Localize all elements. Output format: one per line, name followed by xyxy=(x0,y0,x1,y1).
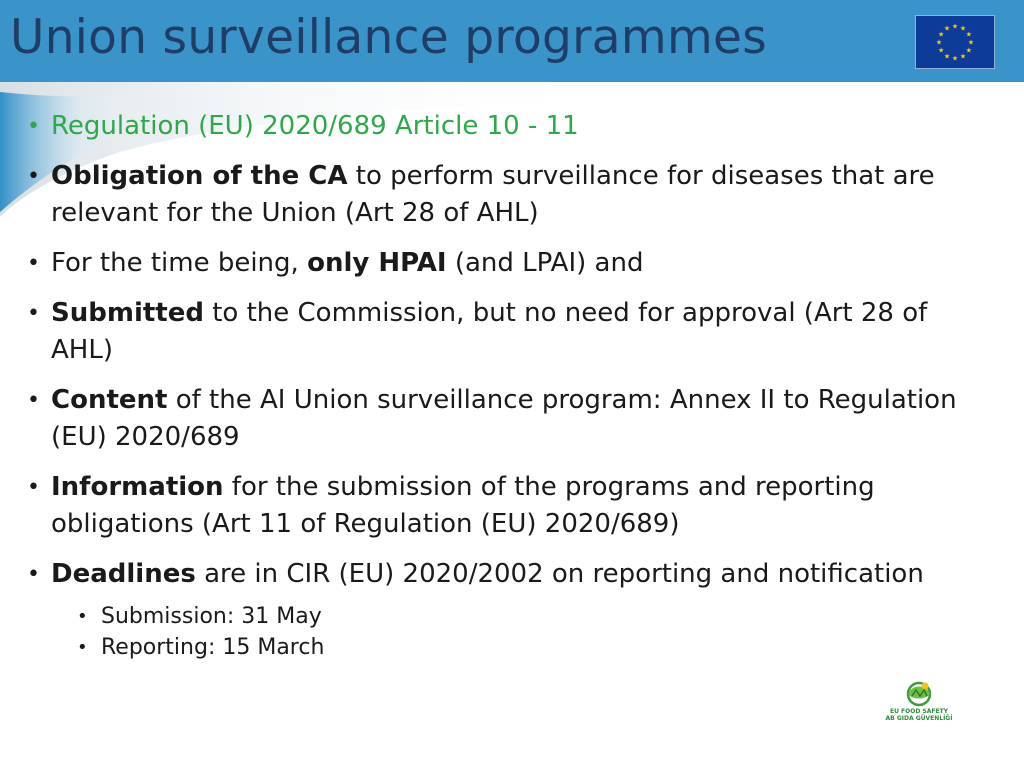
logo-text xyxy=(878,708,960,722)
bullet-bold: Content xyxy=(51,385,168,415)
bullet-text: to perform surveillance for diseases that are relevant for the Union (Art 28 of AHL) xyxy=(51,161,935,228)
bullet-lead: For the time being, xyxy=(51,248,308,278)
bullet-bold: Obligation of the CA xyxy=(51,161,348,191)
title-bar xyxy=(0,0,1024,82)
bullet-information xyxy=(27,469,987,543)
bullet-text: of the AI Union surveillance program: Annex II to Regulation (EU) 2020/689 xyxy=(51,385,957,452)
slide-content xyxy=(27,108,987,668)
flag-star-icon: ★ xyxy=(935,38,943,47)
eu-flag-icon xyxy=(915,15,995,69)
bullet-obligation xyxy=(27,158,987,232)
bullet-dot: • xyxy=(27,164,40,189)
bullet-dot: • xyxy=(27,388,40,413)
flag-star-icon: ★ xyxy=(959,52,967,61)
bullet-dot: • xyxy=(77,606,88,627)
flag-star-icon: ★ xyxy=(943,52,951,61)
slide-title: Union surveillance programmes xyxy=(10,10,768,65)
bullet-bold: Information xyxy=(51,472,224,502)
bullet-bold: Deadlines xyxy=(51,559,196,589)
bullet-dot: • xyxy=(27,114,40,139)
flag-star-icon: ★ xyxy=(951,54,959,63)
flag-star-icon: ★ xyxy=(937,46,945,55)
bullet-text: Regulation (EU) 2020/689 Article 10 - 11 xyxy=(51,111,579,141)
bullet-content xyxy=(27,382,987,456)
bullet-dot: • xyxy=(27,301,40,326)
bullet-text: for the submission of the programs and reporting obligations (Art 11 of Regulation (EU) 2020/689) xyxy=(51,472,875,539)
bullet-regulation xyxy=(27,108,987,145)
flag-star-icon: ★ xyxy=(943,24,951,33)
bullet-text: to the Commission, but no need for approval (Art 28 of AHL) xyxy=(51,298,928,365)
bullet-submitted xyxy=(27,295,987,369)
flag-star-icon: ★ xyxy=(965,30,973,39)
flag-star-icon: ★ xyxy=(965,46,973,55)
bullet-text: (and LPAI) and xyxy=(446,248,644,278)
logo-line-2: AB GIDA GÜVENLİĞİ xyxy=(885,715,953,722)
sub-bullet-text: Reporting: 15 March xyxy=(101,635,325,660)
bullet-dot: • xyxy=(27,562,40,587)
sub-bullet-reporting xyxy=(77,630,987,666)
bullet-dot: • xyxy=(27,475,40,500)
bullet-dot: • xyxy=(77,637,88,658)
bullet-deadlines xyxy=(27,556,987,593)
bullet-time-being xyxy=(27,245,987,282)
sub-bullet-text: Submission: 31 May xyxy=(101,604,322,629)
flag-star-icon: ★ xyxy=(967,38,975,47)
flag-star-icon: ★ xyxy=(951,22,959,31)
flag-star-icon: ★ xyxy=(937,30,945,39)
logo-line-1: EU FOOD SAFETY xyxy=(889,708,949,715)
bullet-text: are in CIR (EU) 2020/2002 on reporting and notification xyxy=(195,559,924,589)
bullet-bold: Submitted xyxy=(51,298,204,328)
bullet-dot: • xyxy=(27,251,40,276)
bullet-bold: only HPAI xyxy=(307,248,447,278)
flag-star-icon: ★ xyxy=(959,24,967,33)
